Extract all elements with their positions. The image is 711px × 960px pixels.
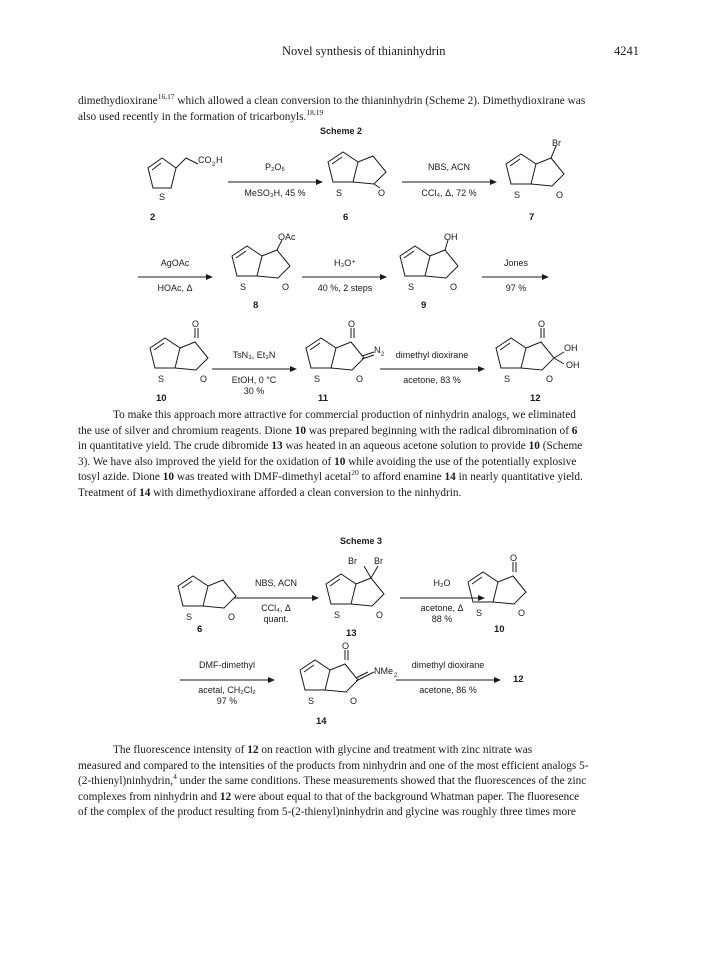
s3-step1-reagent: NBS, ACN: [254, 578, 297, 588]
step2-conditions: CCl₄, Δ, 72 %: [421, 188, 477, 198]
compound-6-label: 6: [197, 624, 203, 635]
compound-8-structure: [222, 232, 312, 302]
reaction-arrow: [396, 676, 502, 684]
step3-reagent: AgOAc: [160, 258, 190, 268]
step5-conditions: 97 %: [505, 283, 527, 293]
svg-text:OH: OH: [566, 360, 580, 370]
body-paragraph-2: To make this approach more attractive for commercial production of ninhydrin analogs, we eliminated the use of silver and chromium reagents. Dione 10 was prepared beginning with the radical dibromination of 6 in quantitative yield. The crude dibromide 13 was heated in an aqueous acetone solution to provide 10 (Scheme 3). We have also improved the yield for the oxidation of 10 while avoiding the use of the potentially explosive tosyl azide. Dione 10 was treated with DMF-dimethyl acetal$^{20}$ to afford enamine 14 in nearly quantitative yield. Treatment of 14 with dimethydioxirane afforded a clean conversion to the ninhydrin.: [78, 409, 583, 499]
compound-11-structure: [296, 318, 388, 394]
s3-step1-conditions: CCl₄, Δ: [261, 603, 291, 613]
s3-step2-reagent: H₂O: [433, 578, 451, 588]
compound-9-structure: [390, 232, 480, 302]
step4-conditions: 40 %, 2 steps: [317, 283, 373, 293]
svg-text:NMe: NMe: [374, 666, 394, 676]
compound-2-label: 2: [150, 212, 156, 223]
compound-7-label: 7: [529, 212, 535, 223]
svg-text:S: S: [240, 282, 247, 292]
svg-text:Br: Br: [552, 138, 561, 148]
compound-6-structure: [318, 146, 398, 210]
reaction-arrow: [138, 273, 214, 281]
compound-14-structure: [290, 640, 400, 716]
reaction-arrow: [212, 365, 298, 373]
s3-step4-conditions: acetone, 86 %: [419, 685, 477, 695]
svg-text:O: O: [538, 319, 546, 329]
scheme-2-title: Scheme 2: [320, 126, 363, 136]
running-title: Novel synthesis of thianinhydrin: [282, 44, 446, 58]
compound-7-structure: [496, 140, 586, 210]
s3-step1-yield: quant.: [263, 614, 289, 624]
step4-reagent: H₃O⁺: [334, 258, 356, 268]
compound-12-label: 12: [513, 674, 524, 685]
compound-10-label: 10: [494, 624, 505, 635]
svg-text:O: O: [348, 319, 356, 329]
reaction-arrow: [234, 594, 320, 602]
compound-10-structure: [458, 552, 538, 628]
svg-text:2: 2: [381, 352, 385, 358]
svg-text:S: S: [158, 374, 165, 384]
svg-text:O: O: [228, 612, 236, 622]
svg-text:CO: CO: [198, 155, 212, 165]
compound-9-label: 9: [421, 300, 427, 311]
step3-conditions: HOAc, Δ: [157, 283, 193, 293]
svg-text:O: O: [192, 319, 200, 329]
svg-text:S: S: [308, 696, 315, 706]
s3-step3-reagent: DMF-dimethyl: [198, 660, 255, 670]
svg-text:S: S: [186, 612, 193, 622]
svg-text:O: O: [350, 696, 358, 706]
reaction-arrow: [302, 273, 388, 281]
svg-text:S: S: [336, 188, 343, 198]
compound-12-structure: [486, 318, 586, 394]
page-number: 4241: [614, 44, 639, 58]
svg-text:H: H: [216, 155, 223, 165]
svg-text:OH: OH: [444, 232, 458, 242]
svg-text:S: S: [334, 610, 341, 620]
svg-text:O: O: [510, 553, 518, 563]
svg-text:S: S: [504, 374, 511, 384]
svg-text:O: O: [282, 282, 290, 292]
step7-conditions: acetone, 83 %: [403, 375, 461, 385]
compound-10-structure: [140, 318, 220, 394]
step6-yield: 30 %: [243, 386, 265, 396]
reaction-arrow: [402, 178, 498, 186]
s3-step2-yield: 88 %: [431, 614, 453, 624]
intro-paragraph: dimethydioxirane$^{16,17}$ which allowed a clean conversion to the thianinhydrin (Scheme 2). Dimethydioxirane was also used recently in the formation of tricarbonyls.$^{18,19}$: [78, 92, 586, 123]
svg-text:S: S: [159, 192, 166, 202]
s3-step4-reagent: dimethyl dioxirane: [411, 660, 485, 670]
compound-6-label: 6: [343, 212, 349, 223]
svg-text:O: O: [356, 374, 364, 384]
step6-reagent: TsN₃, Et₃N: [232, 350, 276, 360]
compound-14-label: 14: [316, 716, 327, 727]
svg-text:O: O: [342, 641, 350, 651]
svg-text:OAc: OAc: [278, 232, 296, 242]
compound-10-label: 10: [156, 393, 167, 404]
step7-reagent: dimethyl dioxirane: [395, 350, 469, 360]
compound-12-label: 12: [530, 393, 541, 404]
compound-13-label: 13: [346, 628, 357, 639]
step1-conditions: MeSO₃H, 45 %: [244, 188, 306, 198]
reaction-arrow: [482, 273, 550, 281]
s3-step2-conditions: acetone, Δ: [420, 603, 464, 613]
step1-reagent: P₂O₅: [264, 162, 286, 172]
step6-conditions: EtOH, 0 °C: [231, 375, 277, 385]
svg-text:Br: Br: [374, 556, 383, 566]
svg-text:O: O: [546, 374, 554, 384]
svg-text:O: O: [376, 610, 384, 620]
svg-text:N: N: [374, 345, 381, 355]
s3-step3-conditions: acetal, CH₂Cl₂: [198, 685, 256, 695]
compound-11-label: 11: [318, 393, 329, 404]
svg-text:O: O: [378, 188, 386, 198]
svg-text:2: 2: [394, 673, 398, 679]
step5-reagent: Jones: [503, 258, 529, 268]
svg-text:S: S: [476, 608, 483, 618]
svg-text:2: 2: [212, 162, 216, 168]
body-paragraph-3: The fluorescence intensity of 12 on reaction with glycine and treatment with zinc nitrate was measured and compared to the intensities of the products from ninhydrin and one of the most efficient analogs 5- (2-thienyl)ninhydrin,$^4$ under the same conditions. These measurements showed that the fluorescences of the zinc complexes from ninhydrin and 12 were about equal to that of the background Whatman paper. The fluoresence of the complex of the product resulting from 5-(2-thienyl)ninhydrin and glycine was roughly three times more: [78, 744, 589, 819]
svg-text:S: S: [514, 190, 521, 200]
svg-text:O: O: [200, 374, 208, 384]
compound-8-label: 8: [253, 300, 259, 311]
s3-step3-yield: 97 %: [216, 696, 238, 706]
reaction-arrow: [380, 365, 486, 373]
svg-text:Br: Br: [348, 556, 357, 566]
compound-2-structure: [140, 148, 230, 208]
svg-text:O: O: [450, 282, 458, 292]
svg-text:O: O: [556, 190, 564, 200]
scheme-3-title: Scheme 3: [340, 536, 383, 546]
svg-text:S: S: [408, 282, 415, 292]
svg-text:O: O: [518, 608, 526, 618]
svg-text:OH: OH: [564, 343, 578, 353]
reaction-arrow: [180, 676, 276, 684]
compound-13-structure: [316, 552, 406, 628]
step2-reagent: NBS, ACN: [427, 162, 470, 172]
svg-text:S: S: [314, 374, 321, 384]
reaction-arrow: [228, 178, 324, 186]
